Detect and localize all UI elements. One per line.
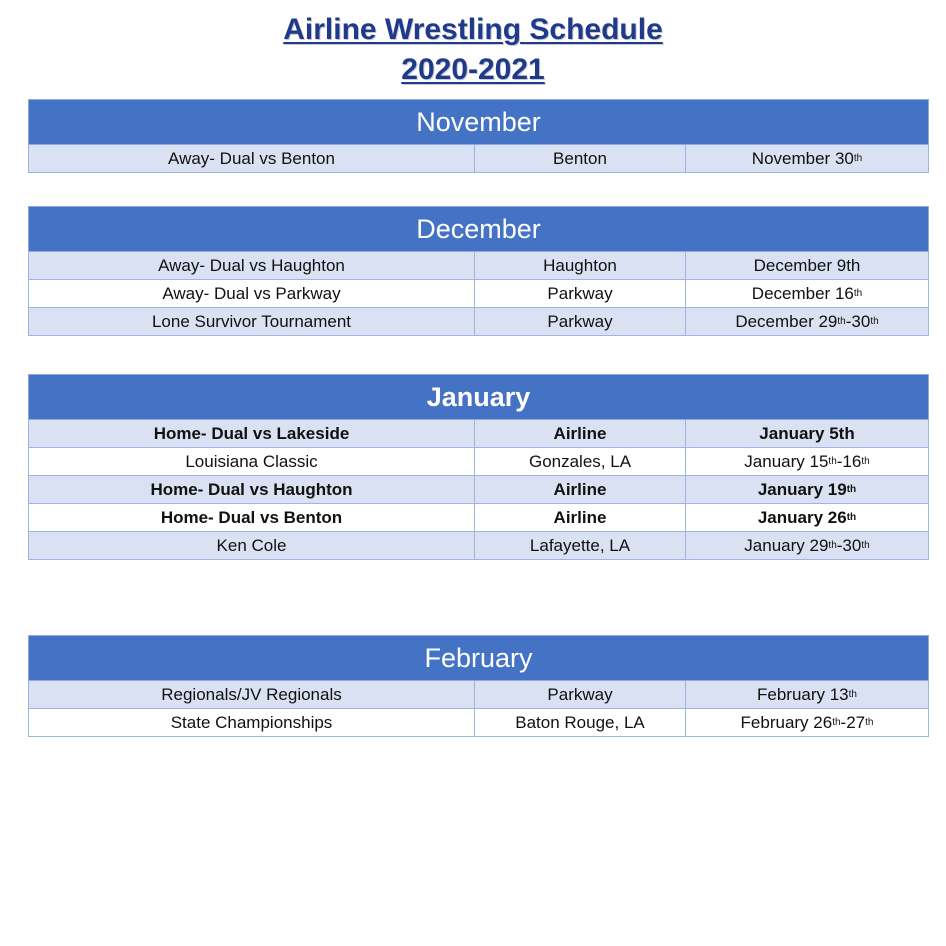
date-cell: January 15 th -16 th [744, 451, 870, 471]
date-range-end: -27 [840, 712, 866, 732]
date-cell: November 30 th [751, 148, 863, 168]
month-section-november [28, 99, 929, 173]
event-cell: Home- Dual vs Haughton [29, 476, 475, 503]
date-range-end: -30 [836, 535, 862, 555]
month-header: February [28, 635, 929, 681]
schedule-row [28, 145, 929, 173]
location-cell: Parkway [475, 308, 686, 335]
location-cell: Parkway [475, 681, 686, 708]
schedule-row [28, 532, 929, 560]
date-text: November 30 [751, 148, 854, 168]
schedule-row [28, 308, 929, 336]
event-cell: Away- Dual vs Benton [29, 145, 475, 172]
location-cell: Benton [475, 145, 686, 172]
schedule-row [28, 709, 929, 737]
date-cell: December 16 th [751, 283, 863, 303]
date-range-end: -16 [836, 451, 862, 471]
date-cell: February 26 th -27 th [740, 712, 874, 732]
date-text: January 26 [757, 507, 847, 527]
event-cell: Away- Dual vs Parkway [29, 280, 475, 307]
month-header: January [28, 374, 929, 420]
season-title: 2020-2021 [401, 53, 545, 86]
date-text: January 15 [744, 451, 829, 471]
date-cell: December 29 th -30 th [735, 311, 879, 331]
date-text: December 16 [751, 283, 854, 303]
schedule-row [28, 476, 929, 504]
month-section-december [28, 206, 929, 336]
event-cell: Home- Dual vs Benton [29, 504, 475, 531]
date-text: December 9th [753, 255, 861, 275]
date-cell: January 29 th -30 th [744, 535, 870, 555]
event-cell: Regionals/JV Regionals [29, 681, 475, 708]
date-cell: February 13 th [756, 684, 857, 704]
location-cell: Gonzales, LA [475, 448, 686, 475]
location-cell: Airline [475, 504, 686, 531]
location-cell: Parkway [475, 280, 686, 307]
date-text: December 29 [735, 311, 838, 331]
event-cell: State Championships [29, 709, 475, 736]
schedule-row [28, 420, 929, 448]
location-cell: Lafayette, LA [475, 532, 686, 559]
date-cell [686, 420, 928, 447]
location-cell: Baton Rouge, LA [475, 709, 686, 736]
date-cell [686, 252, 928, 279]
month-section-january [28, 374, 929, 560]
schedule-row [28, 280, 929, 308]
date-text: January 19 [757, 479, 847, 499]
date-cell: January 19 th [757, 479, 857, 499]
schedule-row [28, 681, 929, 709]
date-text: January 29 [744, 535, 829, 555]
location-cell: Airline [475, 420, 686, 447]
title-block [0, 10, 946, 90]
date-range-end: -30 [845, 311, 871, 331]
location-cell: Haughton [475, 252, 686, 279]
event-cell: Ken Cole [29, 532, 475, 559]
event-cell: Away- Dual vs Haughton [29, 252, 475, 279]
schedule-row [28, 252, 929, 280]
location-cell: Airline [475, 476, 686, 503]
event-cell: Lone Survivor Tournament [29, 308, 475, 335]
event-cell: Home- Dual vs Lakeside [29, 420, 475, 447]
month-section-february [28, 635, 929, 737]
date-text: February 26 [740, 712, 833, 732]
schedule-row [28, 504, 929, 532]
month-header: December [28, 206, 929, 252]
date-text: January 5th [759, 423, 855, 443]
date-cell: January 26 th [757, 507, 857, 527]
event-cell: Louisiana Classic [29, 448, 475, 475]
date-text: February 13 [756, 684, 849, 704]
page-title: Airline Wrestling Schedule [283, 13, 663, 46]
schedule-row [28, 448, 929, 476]
month-header: November [28, 99, 929, 145]
